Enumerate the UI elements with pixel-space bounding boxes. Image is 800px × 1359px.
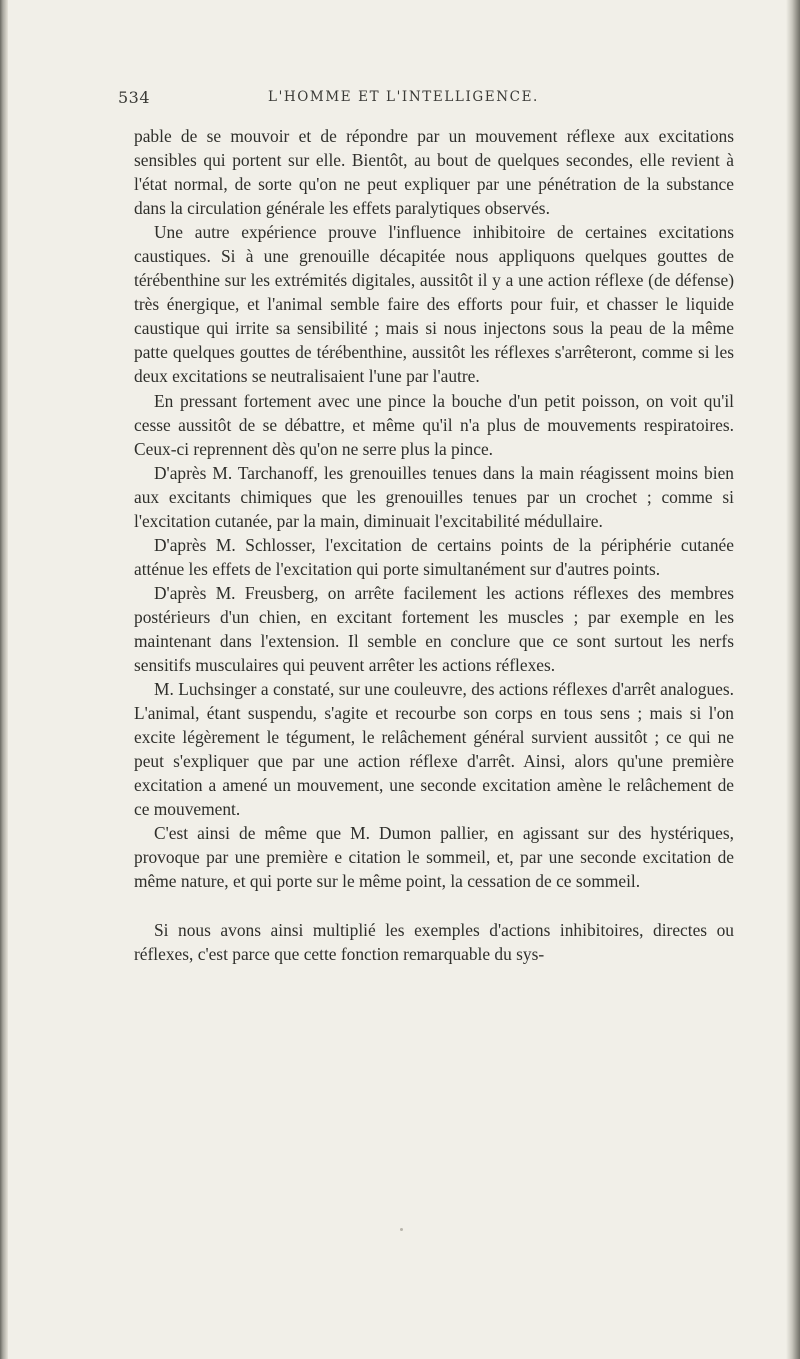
paper-speck: [400, 1228, 403, 1231]
paragraph-8: C'est ainsi de même que M. Dumon pallier, en agissant sur des hystériques, provoque par une première e citation le sommeil, et, par une seconde excitation de même nature, et qui porte sur le même point, la cessation de ce sommeil.: [134, 823, 734, 892]
paragraph-9: Si nous avons ainsi multiplié les exemples d'actions inhibitoires, directes ou réflexes, c'est parce que cette fonction remarquable du sys-: [134, 919, 734, 964]
page-header: [118, 88, 730, 112]
page-number: 534: [118, 88, 151, 107]
paragraph-5: D'après M. Schlosser, l'excitation de certains points de la périphérie cutanée atténue les effets de l'excitation qui porte simultanément sur d'autres points.: [134, 534, 734, 579]
paragraph-1: pable de se mouvoir et de répondre par un mouvement réflexe aux excitations sensibles qui portent sur elle. Bientôt, au bout de quelques secondes, elle revient à l'état normal, de sorte qu'on ne peut expliquer par une pénétration de la substance dans la circulation générale les effets paralytiques observés.: [134, 126, 734, 219]
paragraph-2: Une autre expérience prouve l'influence inhibitoire de certaines excitations caustiques. Si à une grenouille décapitée nous appliquons quelques gouttes de térébenthine sur les extrémités digitales, aussitôt il y a une action réflexe (de défense) très énergique, et l'animal semble faire des efforts pour fuir, et chasser le liquide caustique qui irrite sa sensibilité ; mais si nous injectons sous la peau de la même patte quelques gouttes de térébenthine, aussitôt les réflexes s'arrêteront, comme si les deux excitations se neutralisaient l'une par l'autre.: [134, 222, 734, 387]
page-edge-shadow: [786, 0, 800, 1359]
running-head: L'HOMME ET L'INTELLIGENCE.: [268, 89, 539, 105]
paragraph-3: En pressant fortement avec une pince la bouche d'un petit poisson, on voit qu'il cesse aussitôt de se débattre, et même qu'il n'a plus de mouvements respiratoires. Ceux-ci reprennent dès qu'on ne serre plus la pince.: [134, 390, 734, 459]
body-text: [134, 124, 734, 966]
page-gutter-shadow: [0, 0, 8, 1359]
paragraph-7: M. Luchsinger a constaté, sur une couleuvre, des actions réflexes d'arrêt analogues. L'animal, étant suspendu, s'agite et recourbe son corps en tous sens ; mais si l'on excite légèrement le tégument, le relâchement général survient aussitôt ; ce qui ne peut s'expliquer que par une action réflexe d'arrêt. Ainsi, alors qu'une première excitation a amené un mouvement, une seconde excitation amène le relâchement de ce mouvement.: [134, 679, 734, 820]
paragraph-4: D'après M. Tarchanoff, les grenouilles tenues dans la main réagissent moins bien aux excitants chimiques que les grenouilles tenues par un crochet ; comme si l'excitation cutanée, par la main, diminuait l'excitabilité médullaire.: [134, 462, 734, 531]
paragraph-6: D'après M. Freusberg, on arrête facilement les actions réflexes des membres postérieurs d'un chien, en excitant fortement les muscles ; par exemple en les maintenant dans l'extension. Il semble en conclure que ce sont surtout les nerfs sensitifs musculaires qui peuvent arrêter les actions réflexes.: [134, 582, 734, 676]
